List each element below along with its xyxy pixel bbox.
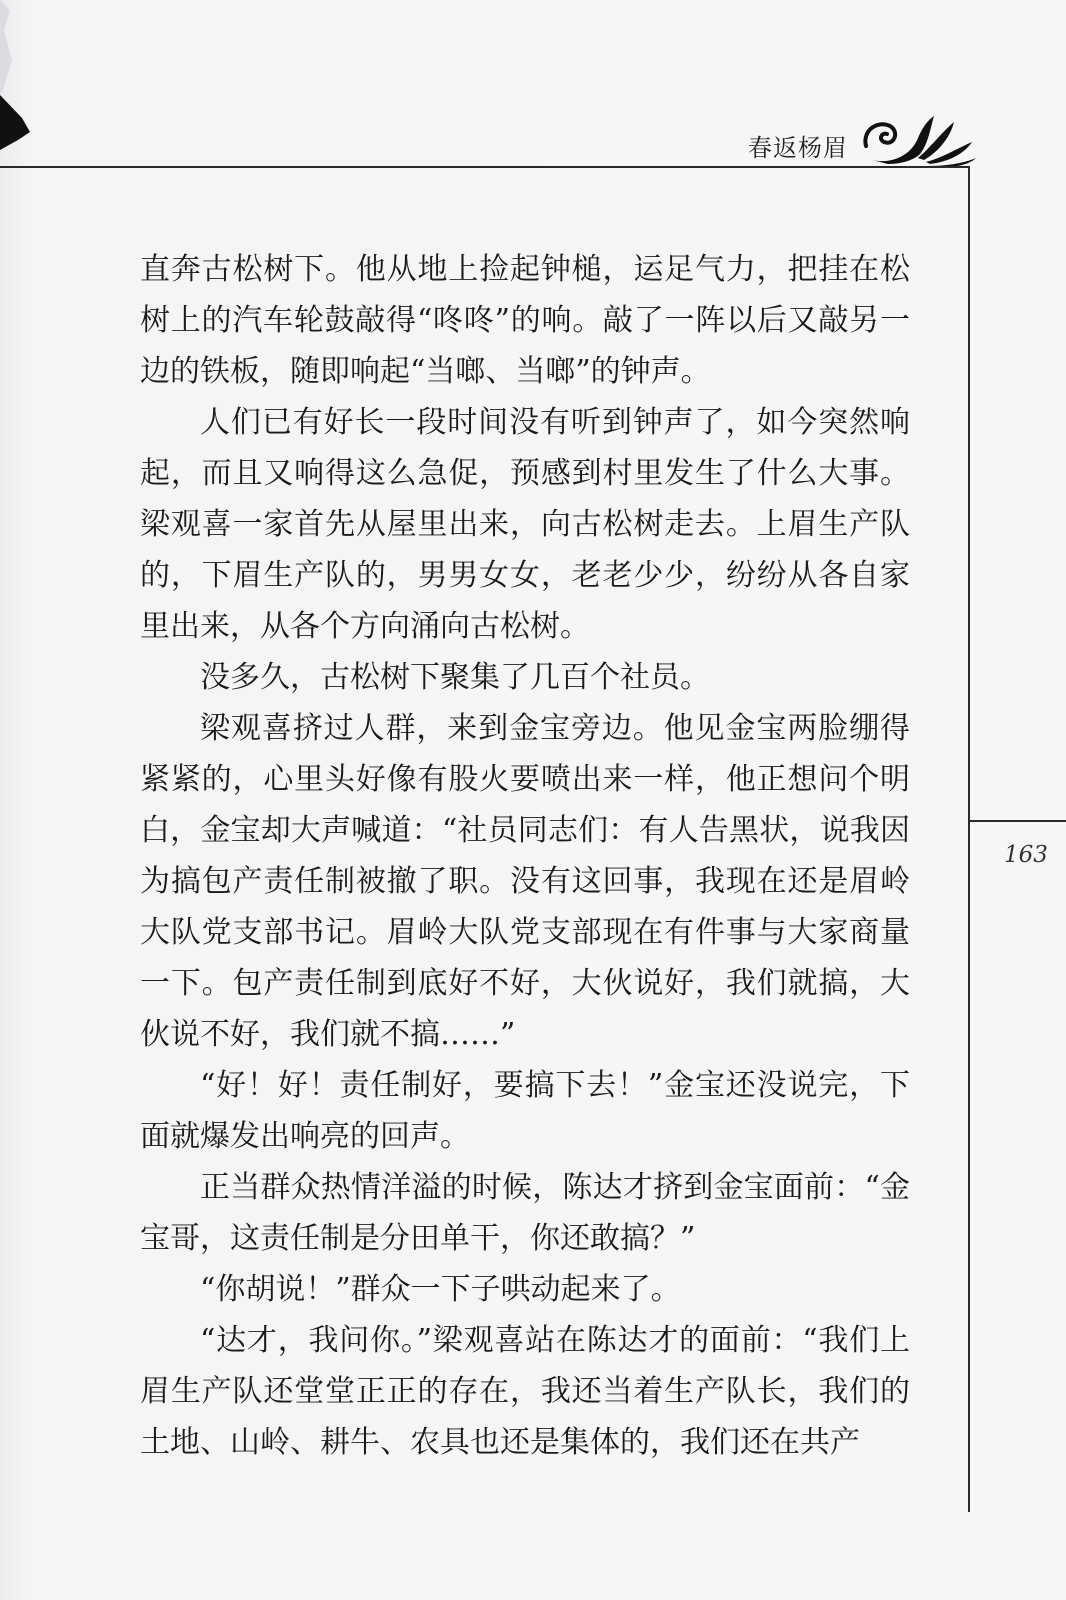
paragraph: 正当群众热情洋溢的时候，陈达才挤到金宝面前：“金宝哥，这责任制是分田单干，你还敢搞？”: [140, 1170, 910, 1256]
paragraph: “达才，我问你。”梁观喜站在陈达才的面前：“我们上眉生产队还堂堂正正的存在，我还当着生产队长，我们的土地、山岭、耕牛、农具也还是集体的，我们还在共产: [140, 1323, 910, 1460]
flourish-ornament-icon: [858, 108, 978, 168]
page-number: 163: [1004, 842, 1048, 868]
paragraph: 没多久，古松树下聚集了几百个社员。: [200, 660, 710, 695]
torn-corner-mark: [0, 0, 60, 170]
page-number-rule: [968, 820, 1066, 822]
paragraph: “好！好！责任制好，要搞下去！”金宝还没说完，下面就爆发出响亮的回声。: [140, 1068, 910, 1154]
paragraph: 梁观喜挤过人群，来到金宝旁边。他见金宝两脸绷得紧紧的，心里头好像有股火要喷出来一样，他正想问个明白，金宝却大声喊道：“社员同志们：有人告黑状，说我因为搞包产责任制被撤了职。没有这回事，我现在还是眉岭大队党支部书记。眉岭大队党支部现在有件事与大家商量一下。包产责任制到底好不好，大伙说好，我们就搞，大伙说不好，我们就不搞……”: [140, 711, 910, 1052]
paragraph: “你胡说！”群众一下子哄动起来了。: [200, 1272, 681, 1307]
header-rule: [0, 166, 970, 168]
body-text: [140, 244, 910, 1468]
right-frame-rule: [968, 166, 970, 1512]
running-title: 春返杨眉: [748, 134, 848, 162]
paragraph: 直奔古松树下。他从地上捡起钟槌，运足气力，把挂在松树上的汽车轮鼓敲得“咚咚”的响。敲了一阵以后又敲另一边的铁板，随即响起“当啷、当啷”的钟声。: [140, 252, 910, 389]
paragraph: 人们已有好长一段时间没有听到钟声了，如今突然响起，而且又响得这么急促，预感到村里发生了什么大事。梁观喜一家首先从屋里出来，向古松树走去。上眉生产队的，下眉生产队的，男男女女，老老少少，纷纷从各自家里出来，从各个方向涌向古松树。: [140, 405, 910, 644]
